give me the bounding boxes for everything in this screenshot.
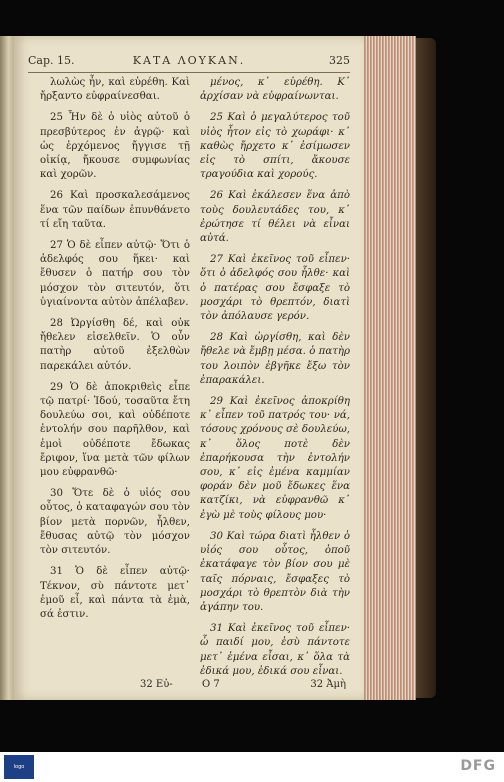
verse: 26 Καὶ προσκαλεσάμενος ἕνα τῶν παίδων ἐπυνθάνετο τί εἴη ταῦτα.: [40, 190, 190, 230]
dfg-logo-icon[interactable]: DFG: [460, 758, 496, 774]
verse: 28 Ὠργίσθη δέ, καὶ οὐκ ἤθελεν εἰσελθεῖν. Ὁ οὖν πατὴρ αὐτοῦ ἐξελθὼν παρεκάλει αὐτόν.: [40, 318, 190, 372]
catchword-right: 32 Ἀμὴ: [310, 679, 346, 690]
signature-mark: O 7: [202, 679, 220, 690]
verse: 31 Ὁ δὲ εἶπεν αὐτῷ· Τέκνον, σὺ πάντοτε μετ᾽ ἐμοῦ εἶ, καὶ πάντα τὰ ἐμὰ, σά ἐστιν.: [40, 566, 190, 620]
vernacular-column: [200, 76, 350, 686]
chapter-label: Cap. 15.: [28, 54, 75, 67]
verse: μένος, κ᾽ εὑρέθη. Κ᾽ ἀρχίσαν νὰ εὐφραίνωνται.: [200, 77, 350, 103]
page-number: 325: [329, 54, 350, 67]
catchword-left: 32 Εὐ-: [140, 679, 173, 690]
verse: 26 Καὶ ἐκάλεσεν ἕνα ἀπὸ τοὺς δουλευτάδες του, κ᾽ ἐρώτησε τί θέλει νὰ εἶναι αὐτά.: [200, 190, 350, 245]
verse: 29 Καὶ ἐκεῖνος ἀποκρίθη κ᾽ εἶπεν τοῦ πατρός του· νά, τόσους χρόνους σὲ δουλεύω, κ᾽ ὅλος ποτὲ δὲν ἐπαρήκουσα τὴν ἐντολήν σου, κ᾽ εἰς ἐμένα καμμίαν φοράν δὲν μοῦ ἔδωκες ἕνα κατζίκι, νὰ εὐφρανθῶ κ᾽ ἐγὼ μὲ τοὺς φίλους μου·: [200, 396, 350, 521]
provider-bar: [0, 752, 504, 782]
running-header: [28, 54, 350, 70]
verse: 27 Ὁ δὲ εἶπεν αὐτῷ· Ὅτι ὁ ἀδελφός σου ἥκει· καὶ ἔθυσεν ὁ πατήρ σου τὸν μόσχον τὸν σιτευτόν, ὅτι ὑγιαίνοντα αὐτὸν ἀπέλαβεν.: [40, 240, 190, 308]
header-rule: [28, 72, 350, 73]
verse: λωλὼς ἦν, καὶ εὑρέθη. Καὶ ἤρξαντο εὐφραίνεσθαι.: [40, 77, 190, 103]
book-page: [14, 36, 364, 700]
left-page-edge: [0, 36, 14, 700]
verse: 31 Καὶ ἐκεῖνος τοῦ εἶπεν· ὦ παιδί μου, ἐσὺ πάντοτε μετ᾽ ἐμένα εἶσαι, κ᾽ ὅλα τὰ ἐδικά μου, ἐδικά σου εἶναι.: [200, 623, 350, 677]
verse: 27 Καὶ ἐκεῖνος τοῦ εἶπεν· ὅτι ὁ ἀδελφός σου ἦλθε· καὶ ὁ πατέρας σου ἔσφαξε τὸ μοσχάρι τὸ θρεπτόν, διατὶ τὸν ἀπόλαυσε γερόν.: [200, 254, 350, 323]
verse: 29 Ὁ δὲ ἀποκριθεὶς εἶπε τῷ πατρί· Ἰδού, τοσαῦτα ἔτη δουλεύω σοι, καὶ οὐδέποτε ἐντολήν σου παρῆλθον, καὶ ἐμοὶ οὐδέποτε ἔδωκας ἔριφον, ἵνα μετὰ τῶν φίλων μου εὐφρανθῶ·: [40, 381, 190, 479]
verse: 28 Καὶ ὠργίσθη, καὶ δὲν ἤθελε νὰ ἔμβῃ μέσα. ὁ πατὴρ του λοιπὸν ἐβγῆκε ἔξω τὸν ἐπαρακάλει.: [200, 332, 350, 386]
verse: 25 Ἦν δὲ ὁ υἱὸς αὐτοῦ ὁ πρεσβύτερος ἐν ἀγρῷ· καὶ ὡς ἐρχόμενος ἤγγισε τῇ οἰκίᾳ, ἤκουσε συμφωνίας καὶ χορῶν.: [40, 112, 190, 181]
greek-column: [40, 76, 190, 629]
verse: 30 Καὶ τώρα διατὶ ἦλθεν ὁ υἱός σου οὗτος, ὁποῦ ἐκατάφαγε τὸν βίον σου μὲ ταῖς πόρναις, ἔσφαξες τὸ μοσχάρι τὸ θρεπτὸν διὰ τὴν ἀγάπην του.: [200, 530, 350, 613]
verse: 25 Καὶ ὁ μεγαλύτερος τοῦ υἱὸς ἦτον εἰς τὸ χωράφι· κ᾽ καθὼς ἤρχετο κ᾽ ἐσίμωσεν εἰς τὸ σπίτι, ἄκουσε τραγούδια καὶ χορούς.: [200, 112, 350, 181]
page-title: ΚΑΤΑ ΛΟΥΚΑΝ.: [132, 54, 246, 67]
verse: 30 Ὅτε δὲ ὁ υἱός σου οὗτος, ὁ καταφαγών σου τὸν βίον μετὰ πορνῶν, ἦλθεν, ἔθυσας αὐτῷ τὸν μόσχον τὸν σιτευτόν.: [40, 488, 190, 557]
page-edges: [362, 36, 416, 700]
library-logo-icon[interactable]: logo: [4, 755, 34, 779]
